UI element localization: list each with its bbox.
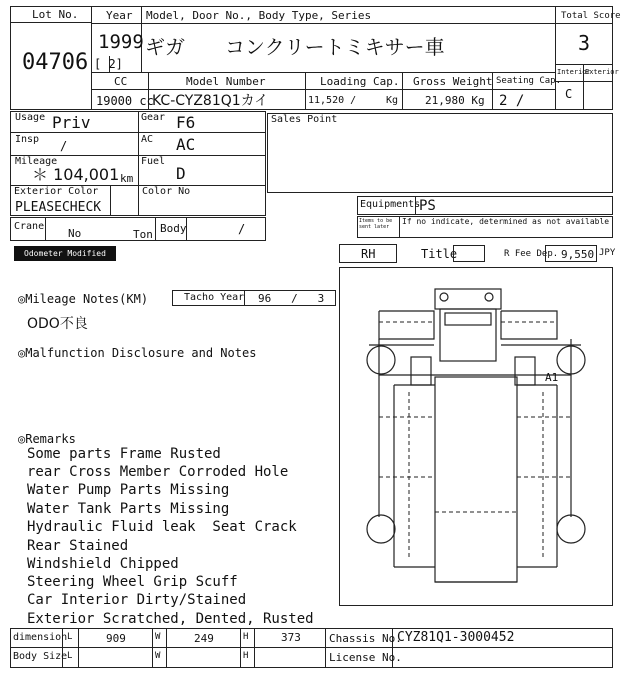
sales-point-label: Sales Point <box>271 114 338 125</box>
rfee-label: R Fee Dep. <box>504 249 559 259</box>
total-score-label: Total Score <box>561 11 621 21</box>
odometer-modified-badge: Odometer Modified Vehicle <box>14 246 116 261</box>
remark-item: rear Cross Member Corroded Hole <box>27 464 289 480</box>
exterior-label: Exterior <box>585 68 619 76</box>
usage-value: Priv <box>52 113 91 132</box>
tacho-value: 96 / 3 <box>258 292 325 305</box>
remark-item: Some parts Frame Rusted <box>27 446 221 462</box>
license-label: License No. <box>329 651 402 664</box>
remark-item: Water Pump Parts Missing <box>27 482 230 498</box>
fuel-value: D <box>176 164 186 183</box>
seating-value: 2 / <box>499 93 525 109</box>
crane-value: No <box>68 227 82 240</box>
exterior-color-value: PLEASECHECK <box>15 200 102 215</box>
gear-value: F6 <box>176 113 196 132</box>
total-score: 3 <box>578 31 591 55</box>
mileage-notes-title: ◎Mileage Notes(KM) <box>18 292 149 306</box>
remark-item: Car Interior Dirty/Stained <box>27 592 247 608</box>
mileage-value: ＊ 104,001 <box>32 165 120 184</box>
size-l-label: L <box>67 651 73 661</box>
model-number: KC-CYZ81Q1カイ <box>152 93 269 109</box>
crane-label: Crane <box>14 221 45 232</box>
dim-h-label: H <box>243 632 249 642</box>
exterior-color-label: Exterior Color <box>14 186 99 197</box>
insp-label: Insp <box>15 134 40 145</box>
tacho-label: Tacho Year <box>184 292 245 303</box>
truck-outline-diagram <box>339 267 613 606</box>
model-label: Model, Door No., Body Type, Series <box>146 9 372 22</box>
fuel-label: Fuel <box>141 156 166 167</box>
lot-number: 04706 <box>22 50 89 75</box>
usage-label: Usage <box>15 112 46 123</box>
size-w-label: W <box>155 651 161 661</box>
body-size-label: Body Size <box>13 651 68 662</box>
footer-block <box>10 628 613 668</box>
ac-value: AC <box>176 135 196 154</box>
remark-item: Steering Wheel Grip Scuff <box>27 574 238 590</box>
color-no-label: Color No <box>142 186 191 197</box>
remark-item: Water Tank Parts Missing <box>27 501 230 517</box>
size-h-label: H <box>243 651 249 661</box>
cc-label: CC <box>114 75 128 88</box>
gear-label: Gear <box>141 112 166 123</box>
dim-w-label: W <box>155 632 161 642</box>
cc-value: 19000 cc <box>96 94 154 108</box>
model-number-label: Model Number <box>186 75 266 88</box>
year-sub: [ 2] <box>94 57 123 71</box>
ton-label: Ton <box>133 228 153 241</box>
remarks-title: ◎Remarks <box>18 432 76 446</box>
mileage-unit: km <box>120 172 134 185</box>
remark-item: Hydraulic Fluid leak Seat Crack <box>27 519 297 535</box>
ac-label: AC <box>141 134 154 145</box>
seating-label: Seating Cap. <box>496 76 562 86</box>
odo-note: ODO不良 <box>27 316 88 332</box>
body-label: Body <box>160 222 187 235</box>
title-label: Title <box>421 247 458 261</box>
insp-value: / <box>60 139 68 153</box>
rfee-value: 9,550 <box>561 248 595 261</box>
loading-cap-label: Loading Cap. <box>320 75 400 88</box>
gross-weight: 21,980 Kg <box>425 94 485 107</box>
damage-code: A1 <box>545 371 559 384</box>
chassis-label: Chassis No. <box>329 632 402 645</box>
lot-label: Lot No. <box>32 8 79 21</box>
interior-score: C <box>565 87 573 101</box>
loading-unit: Kg <box>386 95 399 106</box>
gross-weight-label: Gross Weight <box>413 75 493 88</box>
mileage-label: Mileage <box>15 156 58 167</box>
year-value: 1999 <box>98 31 144 53</box>
equipments-label: Equipments <box>360 199 421 210</box>
items-note: Items to be sent later <box>359 218 393 230</box>
malfunction-title: ◎Malfunction Disclosure and Notes <box>18 346 257 360</box>
remark-item: Windshield Chipped <box>27 556 179 572</box>
dim-w-value: 249 <box>194 632 214 645</box>
dimension-label: dimension <box>13 632 68 643</box>
interior-label: Interior <box>557 68 591 76</box>
body-value: / <box>238 222 246 236</box>
remark-item: Exterior Scratched, Dented, Rusted <box>27 611 314 627</box>
chassis-number: CYZ81Q1-3000452 <box>397 630 515 645</box>
remark-item: Rear Stained <box>27 538 129 554</box>
indicate-note: If no indicate, determined as not available <box>402 217 610 226</box>
model-name: ギガ コンクリートミキサー車 <box>145 35 445 59</box>
loading-cap: 11,520 / <box>308 95 357 106</box>
title-box <box>453 245 485 262</box>
year-label: Year <box>106 9 133 22</box>
sales-point-box <box>267 113 613 193</box>
dim-h-value: 373 <box>281 631 301 644</box>
rfee-unit: JPY <box>599 248 616 258</box>
steering-value: RH <box>361 247 376 261</box>
equipments-value: PS <box>419 198 436 214</box>
dim-l-value: 909 <box>106 632 126 645</box>
dim-l-label: L <box>67 632 73 642</box>
